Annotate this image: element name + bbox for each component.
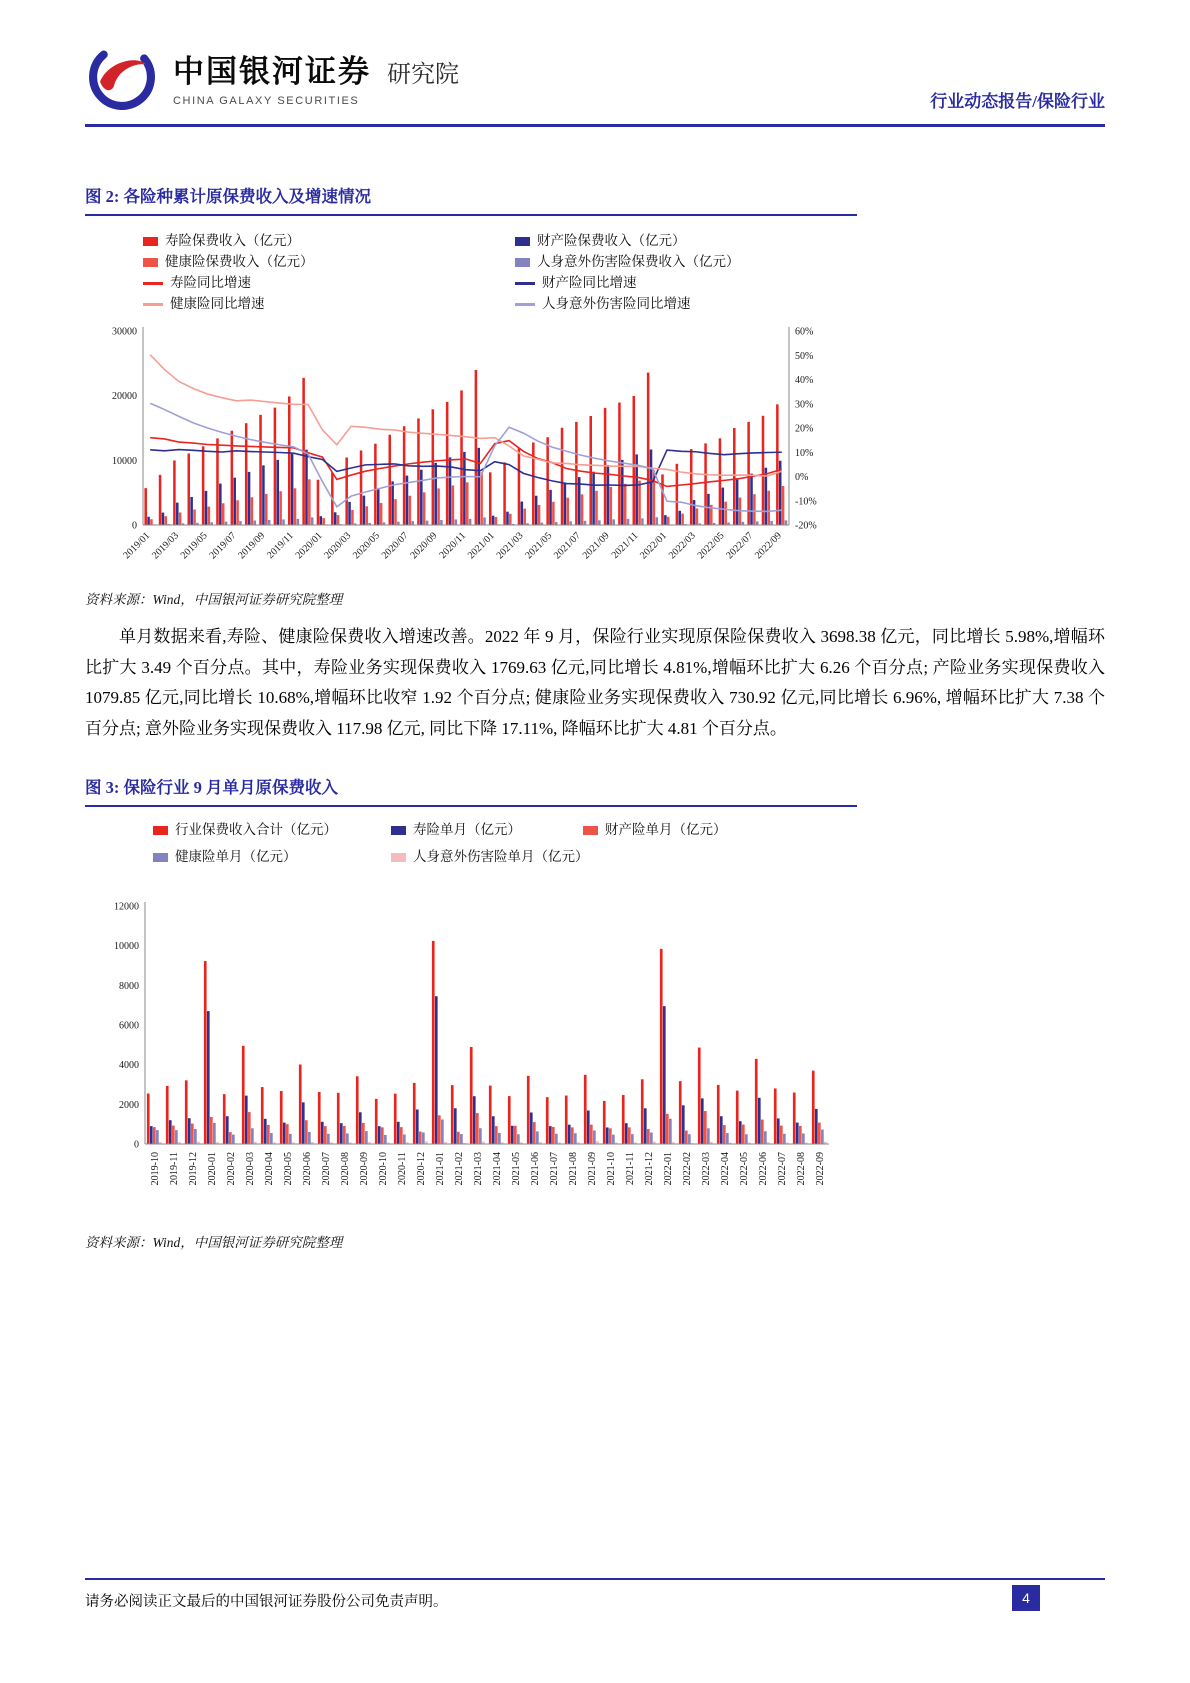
svg-text:2021-09: 2021-09 [587,1152,598,1186]
svg-text:2021-02: 2021-02 [454,1152,465,1186]
svg-text:2022-06: 2022-06 [758,1152,769,1186]
legend-swatch [143,237,158,246]
legend-label: 人身意外伤害险保费收入（亿元） [537,254,740,269]
figure3-source: 资料来源：Wind，中国银河证券研究院整理 [85,1235,343,1251]
figure2-chart [87,319,1105,578]
svg-text:2021/05: 2021/05 [523,530,555,562]
legend-item [143,232,515,250]
svg-text:2020-02: 2020-02 [226,1152,237,1186]
svg-text:2020/09: 2020/09 [408,530,440,562]
legend-swatch [153,853,168,862]
svg-text:2019/01: 2019/01 [121,530,153,562]
legend-label: 财产险单月（亿元） [605,822,727,838]
svg-text:6000: 6000 [119,1020,139,1032]
brand-suffix: 研究院 [387,61,459,88]
legend-item [143,274,515,292]
svg-text:2022-01: 2022-01 [663,1152,674,1186]
brand-name-en: CHINA GALAXY SECURITIES [173,95,360,107]
figure2-source: 资料来源：Wind，中国银河证券研究院整理 [85,592,343,607]
legend-label: 健康险同比增速 [170,296,265,311]
svg-text:2020-07: 2020-07 [321,1152,332,1186]
svg-text:2020-11: 2020-11 [397,1152,408,1186]
legend-item [515,295,1105,313]
legend-item [153,848,391,866]
figure3-legend [85,821,853,866]
svg-text:2022-08: 2022-08 [796,1152,807,1186]
legend-swatch [515,237,530,246]
svg-text:2022/03: 2022/03 [666,530,698,562]
svg-text:2020-05: 2020-05 [283,1152,294,1186]
legend-swatch [583,826,598,835]
svg-text:2019-12: 2019-12 [188,1152,199,1186]
svg-text:2020-04: 2020-04 [264,1152,275,1186]
svg-text:2020-09: 2020-09 [359,1152,370,1186]
footer-disclaimer: 请务必阅读正文最后的中国银河证券股份公司免责声明。 [85,1594,448,1610]
svg-text:2021/03: 2021/03 [494,530,526,562]
svg-text:60%: 60% [795,326,814,338]
svg-text:2020/01: 2020/01 [293,530,325,562]
svg-text:2022/01: 2022/01 [638,530,670,562]
svg-text:2019/07: 2019/07 [207,530,239,562]
legend-label: 寿险同比增速 [170,275,251,290]
svg-text:2021-03: 2021-03 [473,1152,484,1186]
svg-text:2022-09: 2022-09 [815,1152,826,1186]
svg-text:2020-03: 2020-03 [245,1152,256,1186]
legend-swatch [391,853,406,862]
legend-swatch [515,258,530,267]
legend-label: 健康险保费收入（亿元） [165,254,314,269]
svg-text:2021/07: 2021/07 [552,530,583,562]
svg-text:2019/05: 2019/05 [178,530,210,562]
svg-text:2022-03: 2022-03 [701,1152,712,1186]
legend-label: 寿险单月（亿元） [413,822,521,838]
legend-swatch [153,826,168,835]
legend-item [391,848,589,866]
svg-text:2022-05: 2022-05 [739,1152,750,1186]
legend-swatch [143,282,163,285]
figure2-svg [87,319,857,573]
legend-label: 财产险保费收入（亿元） [537,233,686,248]
svg-text:0%: 0% [795,472,809,483]
svg-text:2000: 2000 [119,1100,139,1112]
svg-text:2021/09: 2021/09 [580,530,612,562]
svg-text:2021-12: 2021-12 [644,1152,655,1186]
svg-text:30%: 30% [795,399,814,411]
svg-text:-20%: -20% [795,520,817,532]
svg-text:2021/11: 2021/11 [609,530,641,562]
legend-swatch [391,826,406,835]
svg-text:2020-01: 2020-01 [207,1152,218,1186]
svg-text:50%: 50% [795,350,814,362]
svg-text:2021-11: 2021-11 [625,1152,636,1186]
report-type-label: 行业动态报告/保险行业 [930,92,1105,111]
legend-label: 财产险同比增速 [542,275,637,290]
legend-item [583,821,853,839]
legend-item [143,253,515,271]
svg-text:2022/05: 2022/05 [695,530,727,562]
svg-text:10000: 10000 [112,455,137,467]
svg-text:2020/05: 2020/05 [351,530,382,562]
legend-label: 人身意外伤害险单月（亿元） [413,849,589,865]
legend-swatch [515,303,535,306]
svg-text:2021-06: 2021-06 [530,1152,541,1186]
svg-text:8000: 8000 [119,981,139,993]
svg-text:2019/09: 2019/09 [236,530,268,562]
svg-text:20%: 20% [795,423,814,435]
svg-text:2022-04: 2022-04 [720,1152,731,1186]
svg-text:2020/03: 2020/03 [322,530,354,562]
legend-item [143,295,515,313]
svg-text:2020-12: 2020-12 [416,1152,427,1186]
legend-label: 寿险保费收入（亿元） [165,233,300,248]
page-header [0,0,1190,114]
svg-text:2021-05: 2021-05 [511,1152,522,1186]
legend-swatch [515,282,535,285]
svg-text:10%: 10% [795,447,814,459]
svg-text:2021-01: 2021-01 [435,1152,446,1186]
svg-text:2021-10: 2021-10 [606,1152,617,1186]
footer-rule [85,1578,1105,1580]
svg-text:2019/03: 2019/03 [150,530,182,562]
svg-text:12000: 12000 [114,901,139,913]
legend-swatch [143,258,158,267]
figure2-legend [85,232,1105,313]
svg-text:2022-07: 2022-07 [777,1152,788,1186]
legend-item [515,232,1105,250]
figure3-svg [87,892,857,1208]
svg-text:2021-08: 2021-08 [568,1152,579,1186]
svg-text:-10%: -10% [795,496,817,508]
svg-text:2020/07: 2020/07 [379,530,411,562]
figure3-chart [87,892,1105,1213]
svg-text:2020-08: 2020-08 [340,1152,351,1186]
brand-name-cn: 中国银河证券 [173,54,371,89]
svg-text:0: 0 [134,1139,139,1151]
svg-text:2019-11: 2019-11 [169,1152,180,1186]
body-paragraph: 单月数据来看,寿险、健康险保费收入增速改善。2022 年 9 月，保险行业实现原保险保费收入 3698.38 亿元，同比增长 5.98%,增幅环比扩大 3.49 个百分点。其中，寿险业务实现保费收入 1769.63 亿元,同比增长 4.81%,增幅环比扩大 6.26 个百分点; 产险业务实现保费收入 1079.85 亿元,同比增长 10.68%,增幅环比收窄 1.92 个百分点; 健康险业务实现保费收入 730.92 亿元,同比增长 6.96%, 增幅环比扩大 7.38 个百分点; 意外险业务实现保费收入 117.98 亿元, 同比下降 17.11%, 降幅环比扩大 4.81 个百分点。 [85,627,1105,738]
legend-label: 行业保费收入合计（亿元） [175,822,337,838]
svg-text:2021-04: 2021-04 [492,1152,503,1186]
header-rule [85,124,1105,127]
brand-block [173,40,459,107]
svg-text:2020-10: 2020-10 [378,1152,389,1186]
svg-text:4000: 4000 [119,1060,139,1072]
svg-text:2020-06: 2020-06 [302,1152,313,1186]
galaxy-logo-icon [85,40,159,114]
legend-item [515,274,1105,292]
legend-item [515,253,1105,271]
svg-text:10000: 10000 [114,941,139,953]
svg-text:2022/09: 2022/09 [752,530,784,562]
figure3-title: 图 3: 保险行业 9 月单月原保费收入 [85,774,857,807]
svg-text:2022/07: 2022/07 [724,530,756,562]
page-number: 4 [1012,1585,1040,1611]
svg-text:2020/11: 2020/11 [437,530,469,562]
svg-text:2021/01: 2021/01 [465,530,497,562]
svg-text:20000: 20000 [112,391,137,403]
legend-label: 健康险单月（亿元） [175,849,297,865]
legend-label: 人身意外伤害险同比增速 [542,296,691,311]
legend-item [153,821,391,839]
legend-swatch [143,303,163,306]
figure2-title: 图 2: 各险种累计原保费收入及增速情况 [85,183,857,216]
svg-text:2019/11: 2019/11 [265,530,296,562]
svg-text:2022-02: 2022-02 [682,1152,693,1186]
svg-text:0: 0 [132,520,137,532]
legend-item [391,821,583,839]
svg-text:30000: 30000 [112,326,137,338]
svg-text:2021-07: 2021-07 [549,1152,560,1186]
svg-text:40%: 40% [795,375,814,386]
svg-text:2019-10: 2019-10 [150,1152,161,1186]
